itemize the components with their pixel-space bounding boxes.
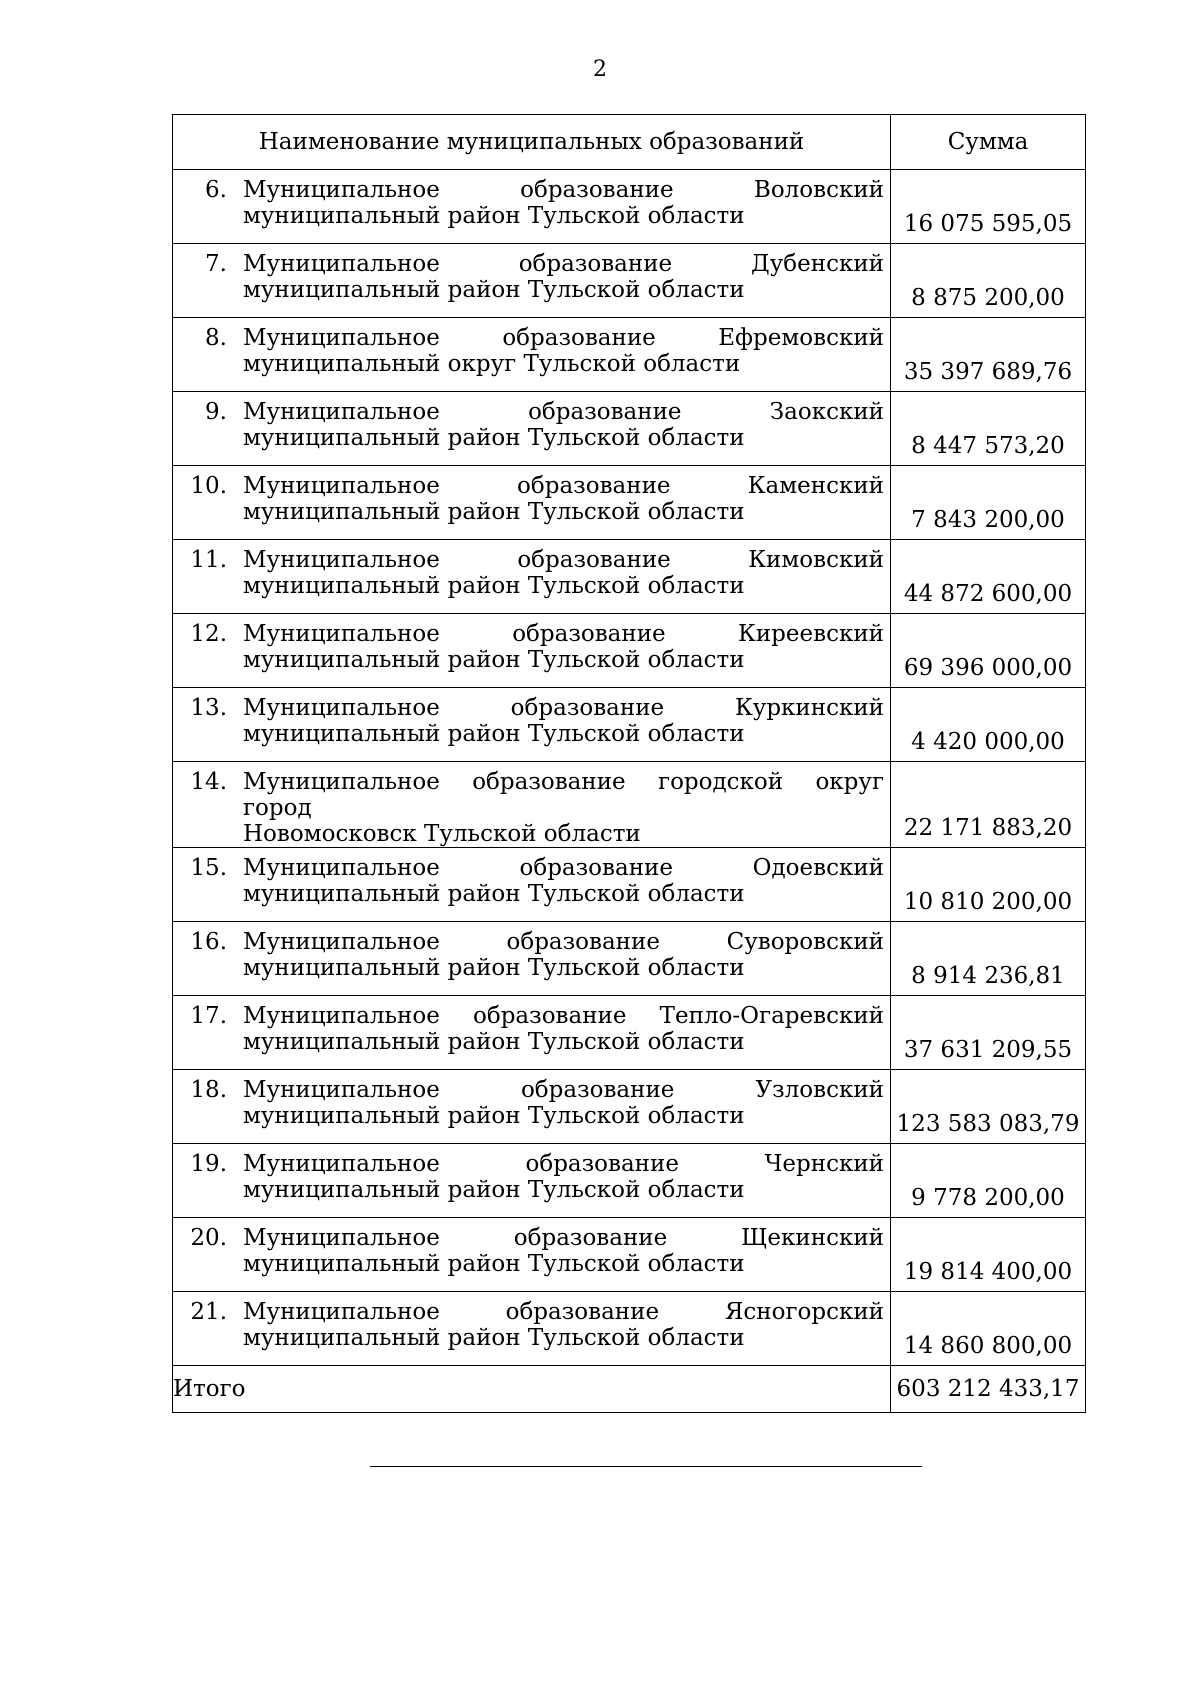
row-name [243,325,890,377]
row-sum-cell [891,614,1086,688]
row-name-line2: муниципальный район Тульской области [243,277,745,303]
row-name-cell [173,1292,891,1366]
row-name [243,473,890,525]
row-name [243,695,890,747]
row-name-cell [173,170,891,244]
row-name-cell [173,1218,891,1292]
row-name [243,1299,890,1351]
row-sum-cell [891,1144,1086,1218]
row-name-line2: муниципальный район Тульской области [243,1251,745,1277]
row-sum-cell [891,1292,1086,1366]
row-name-line1: Муниципальное образование Каменский [243,473,884,499]
row-name-line2: муниципальный район Тульской области [243,1103,745,1129]
row-name-line2: муниципальный район Тульской области [243,425,745,451]
table-row [173,614,1086,688]
row-number: 20. [190,1225,227,1251]
row-name-cell [173,244,891,318]
row-number: 15. [190,855,227,881]
page-number: 2 [593,57,607,82]
row-number: 7. [205,251,227,277]
row-name-cell [173,688,891,762]
row-sum: 35 397 689,76 [903,359,1073,385]
row-name-line2: муниципальный район Тульской области [243,881,745,907]
row-sum: 16 075 595,05 [903,211,1073,237]
row-name [243,177,890,229]
row-name-cell [173,762,891,848]
table-row [173,996,1086,1070]
row-name-line1: Муниципальное образование Узловский [243,1077,884,1103]
row-sum: 8 447 573,20 [911,433,1065,459]
table-row [173,244,1086,318]
row-name-line1: Муниципальное образование Киреевский [243,621,884,647]
table-row [173,466,1086,540]
row-name-line2: муниципальный район Тульской области [243,955,745,981]
row-sum-cell [891,244,1086,318]
row-sum-cell [891,848,1086,922]
table-body [173,170,1086,1366]
row-name [243,1225,890,1277]
row-name-line2: Новомосковск Тульской области [243,821,641,847]
row-sum-cell [891,1218,1086,1292]
table-row [173,318,1086,392]
row-name-cell [173,922,891,996]
row-name-line1: Муниципальное образование Ефремовский [243,325,884,351]
row-name [243,621,890,673]
row-number: 13. [190,695,227,721]
row-sum: 37 631 209,55 [903,1037,1073,1063]
row-name-line1: Муниципальное образование Заокский [243,399,884,425]
row-name [243,251,890,303]
total-row [173,1366,1086,1413]
municipal-funding-table [172,114,1086,1413]
row-name-line2: муниципальный район Тульской области [243,499,745,525]
row-name-line2: муниципальный район Тульской области [243,203,745,229]
row-sum: 7 843 200,00 [911,507,1065,533]
table-row [173,1218,1086,1292]
row-number: 8. [205,325,227,351]
row-name-cell [173,614,891,688]
row-sum: 44 872 600,00 [903,581,1073,607]
row-name [243,855,890,907]
row-name-line2: муниципальный район Тульской области [243,573,745,599]
row-name [243,769,890,847]
table-row [173,688,1086,762]
row-number: 19. [190,1151,227,1177]
row-name-line2: муниципальный округ Тульской области [243,351,741,377]
row-number: 14. [190,769,227,795]
row-sum-cell [891,466,1086,540]
row-name-line2: муниципальный район Тульской области [243,647,745,673]
row-name-line1: Муниципальное образование Чернский [243,1151,884,1177]
table-row [173,848,1086,922]
row-sum-cell [891,762,1086,848]
table-row [173,922,1086,996]
row-number: 9. [205,399,227,425]
row-sum-cell [891,996,1086,1070]
row-name [243,1151,890,1203]
row-name-cell [173,996,891,1070]
row-sum-cell [891,392,1086,466]
row-sum: 19 814 400,00 [903,1259,1073,1285]
row-name-line1: Муниципальное образование Тепло-Огаревский [243,1003,884,1029]
table-row [173,1144,1086,1218]
row-sum-cell [891,540,1086,614]
table-row [173,170,1086,244]
row-sum-cell [891,170,1086,244]
row-name-line2: муниципальный район Тульской области [243,1177,745,1203]
row-name-line1: Муниципальное образование Кимовский [243,547,884,573]
table-row [173,540,1086,614]
row-sum: 9 778 200,00 [911,1185,1065,1211]
row-sum: 8 914 236,81 [911,963,1065,989]
row-sum: 69 396 000,00 [903,655,1073,681]
row-sum-cell [891,688,1086,762]
row-sum: 4 420 000,00 [911,729,1065,755]
row-name-line2: муниципальный район Тульской области [243,1325,745,1351]
end-of-document-rule [370,1466,922,1467]
row-sum: 123 583 083,79 [896,1111,1080,1137]
row-sum-cell [891,318,1086,392]
row-number: 12. [190,621,227,647]
row-name-cell [173,1144,891,1218]
row-sum-cell [891,1070,1086,1144]
table-row [173,762,1086,848]
table-row [173,392,1086,466]
row-number: 10. [190,473,227,499]
row-name-cell [173,1070,891,1144]
row-sum: 22 171 883,20 [903,815,1073,841]
row-name [243,547,890,599]
row-name-line2: муниципальный район Тульской области [243,721,745,747]
row-number: 16. [190,929,227,955]
row-name-line1: Муниципальное образование городской округ город [243,769,884,821]
row-number: 21. [190,1299,227,1325]
table-header-row [173,115,1086,170]
row-number: 18. [190,1077,227,1103]
row-sum: 14 860 800,00 [903,1333,1073,1359]
row-name-cell [173,466,891,540]
row-name [243,1077,890,1129]
row-name-line1: Муниципальное образование Куркинский [243,695,884,721]
row-sum: 10 810 200,00 [903,889,1073,915]
row-name-line1: Муниципальное образование Дубенский [243,251,884,277]
header-sum: Сумма [891,115,1086,170]
row-name-line1: Муниципальное образование Суворовский [243,929,884,955]
row-number: 17. [190,1003,227,1029]
row-sum-cell [891,922,1086,996]
row-name-line1: Муниципальное образование Ясногорский [243,1299,884,1325]
row-name-cell [173,540,891,614]
total-label: Итого [173,1366,891,1413]
row-number: 11. [190,547,227,573]
row-name [243,399,890,451]
row-name-cell [173,318,891,392]
row-name [243,1003,890,1055]
row-sum: 8 875 200,00 [911,285,1065,311]
total-sum: 603 212 433,17 [891,1366,1086,1413]
header-name: Наименование муниципальных образований [173,115,891,170]
row-name-line1: Муниципальное образование Щекинский [243,1225,884,1251]
row-number: 6. [205,177,227,203]
row-name-line1: Муниципальное образование Воловский [243,177,884,203]
row-name [243,929,890,981]
table-row [173,1070,1086,1144]
table-row [173,1292,1086,1366]
row-name-line2: муниципальный район Тульской области [243,1029,745,1055]
row-name-line1: Муниципальное образование Одоевский [243,855,884,881]
row-name-cell [173,392,891,466]
row-name-cell [173,848,891,922]
